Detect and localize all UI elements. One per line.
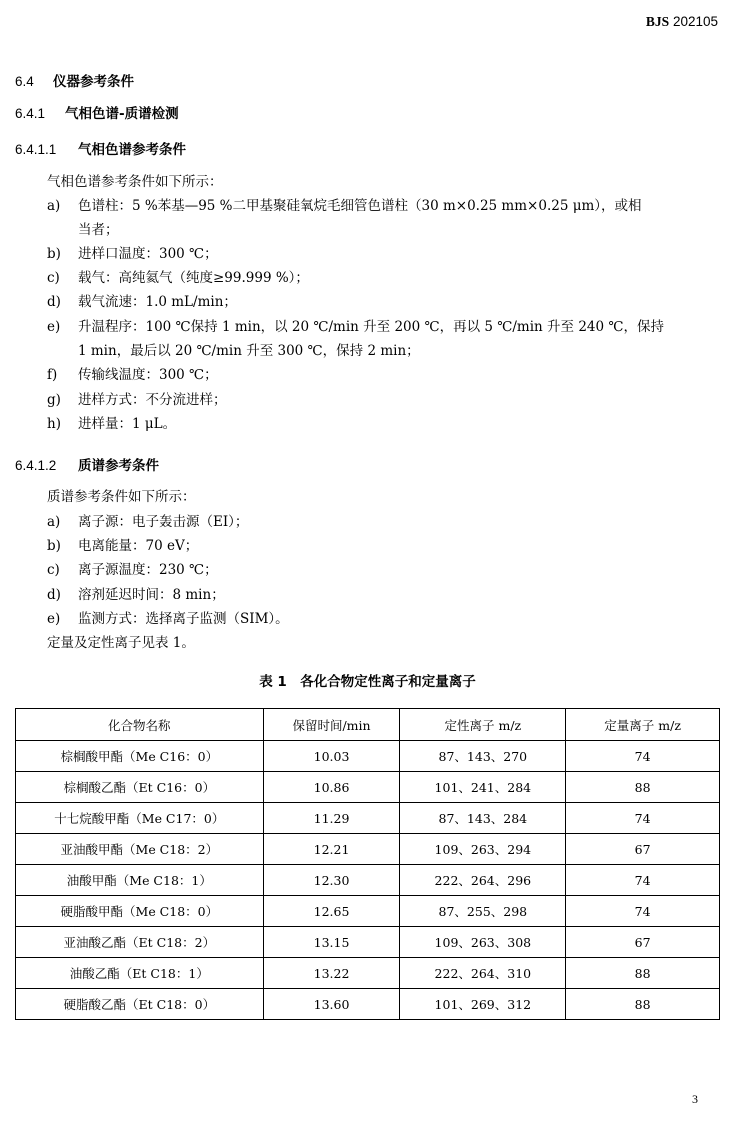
ms-item-c: [47, 560, 218, 580]
ms-note: 定量及定性离子见表 1。: [47, 635, 195, 651]
cell-retention-time: 12.65: [263, 896, 400, 927]
page-header: [646, 14, 718, 30]
section-heading-6-4: [15, 70, 134, 90]
cell-compound: 棕榈酸乙酯（Et C16：0）: [16, 772, 264, 803]
ms-item-e: [47, 609, 289, 629]
cell-quantifier-ion: 88: [566, 772, 720, 803]
cell-compound: 亚油酸甲酯（Me C18：2）: [16, 834, 264, 865]
cell-compound: 十七烷酸甲酯（Me C17：0）: [16, 803, 264, 834]
cell-qualifier-ions: 101、241、284: [400, 772, 566, 803]
list-marker: f): [47, 367, 58, 383]
cell-compound: 硬脂酸乙酯（Et C18：0）: [16, 989, 264, 1020]
section-number: 6.4: [15, 74, 34, 89]
table-header-row: [16, 709, 720, 741]
gc-item-d: [47, 292, 237, 312]
section-heading-6-4-1-2: [15, 454, 159, 474]
list-text: 色谱柱：5 %苯基—95 %二甲基聚硅氧烷毛细管色谱柱（30 m×0.25 mm×0.25 μm），或相: [78, 198, 642, 214]
list-text: 进样量：1 μL。: [78, 416, 177, 432]
header-quantifier-ion: 定量离子 m/z: [566, 709, 720, 741]
cell-quantifier-ion: 74: [566, 741, 720, 772]
table-row: [16, 741, 720, 772]
ion-table: [15, 708, 720, 1020]
cell-quantifier-ion: 88: [566, 958, 720, 989]
list-marker: e): [47, 319, 61, 335]
gc-item-e-continued: 1 min，最后以 20 ℃/min 升至 300 ℃，保持 2 min；: [78, 343, 420, 359]
list-text: 传输线温度：300 ℃；: [78, 367, 218, 383]
section-title: 气相色谱-质谱检测: [65, 106, 179, 122]
list-marker: g): [47, 392, 61, 408]
cell-quantifier-ion: 74: [566, 803, 720, 834]
header-retention-time: 保留时间/min: [263, 709, 400, 741]
gc-intro: 气相色谱参考条件如下所示：: [47, 174, 223, 190]
cell-compound: 油酸甲酯（Me C18：1）: [16, 865, 264, 896]
list-text: 溶剂延迟时间：8 min；: [78, 587, 225, 603]
section-title: 质谱参考条件: [78, 458, 159, 474]
cell-quantifier-ion: 67: [566, 927, 720, 958]
page-number: 3: [692, 1092, 698, 1106]
list-text: 进样方式：不分流进样；: [78, 392, 227, 408]
table-row: [16, 958, 720, 989]
cell-retention-time: 13.60: [263, 989, 400, 1020]
section-number: 6.4.1.2: [15, 458, 57, 473]
gc-item-a: [47, 196, 642, 216]
cell-retention-time: 12.30: [263, 865, 400, 896]
list-text: 离子源：电子轰击源（EI）；: [78, 514, 249, 530]
list-marker: b): [47, 246, 61, 262]
cell-retention-time: 10.86: [263, 772, 400, 803]
cell-quantifier-ion: 74: [566, 896, 720, 927]
ms-item-b: [47, 536, 198, 556]
table-row: [16, 834, 720, 865]
section-title: 气相色谱参考条件: [78, 142, 186, 158]
list-marker: d): [47, 587, 61, 603]
header-prefix: BJS: [645, 14, 670, 29]
list-text: 升温程序：100 ℃保持 1 min，以 20 ℃/min 升至 200 ℃，再以 5 ℃/min 升至 240 ℃，保持: [78, 319, 664, 335]
header-compound: 化合物名称: [16, 709, 264, 741]
list-text: 进样口温度：300 ℃；: [78, 246, 218, 262]
list-marker: b): [47, 538, 61, 554]
table-row: [16, 927, 720, 958]
gc-item-f: [47, 365, 218, 385]
gc-item-e: [47, 317, 664, 337]
section-heading-6-4-1: [15, 102, 179, 122]
ms-item-a: [47, 512, 248, 532]
table-row: [16, 989, 720, 1020]
cell-qualifier-ions: 109、263、308: [400, 927, 566, 958]
gc-item-c: [47, 268, 309, 288]
list-text: 监测方式：选择离子监测（SIM）。: [78, 611, 289, 627]
cell-qualifier-ions: 87、143、270: [400, 741, 566, 772]
section-number: 6.4.1.1: [15, 142, 57, 157]
cell-quantifier-ion: 88: [566, 989, 720, 1020]
list-text: 载气：高纯氦气（纯度≥99.999 %）；: [78, 270, 309, 286]
list-marker: h): [47, 416, 61, 432]
list-text: 电离能量：70 eV；: [78, 538, 199, 554]
table-row: [16, 772, 720, 803]
ms-intro: 质谱参考条件如下所示：: [47, 489, 196, 505]
cell-retention-time: 10.03: [263, 741, 400, 772]
cell-qualifier-ions: 222、264、296: [400, 865, 566, 896]
cell-qualifier-ions: 87、143、284: [400, 803, 566, 834]
table-caption: 表 1 各化合物定性离子和定量离子: [259, 674, 476, 690]
gc-item-b: [47, 244, 218, 264]
cell-compound: 亚油酸乙酯（Et C18：2）: [16, 927, 264, 958]
gc-item-h: [47, 414, 176, 434]
cell-retention-time: 11.29: [263, 803, 400, 834]
list-marker: e): [47, 611, 61, 627]
section-heading-6-4-1-1: [15, 138, 186, 158]
list-text: 离子源温度：230 ℃；: [78, 562, 218, 578]
section-number: 6.4.1: [15, 106, 46, 121]
header-qualifier-ions: 定性离子 m/z: [400, 709, 566, 741]
list-marker: a): [47, 198, 61, 214]
cell-compound: 硬脂酸甲酯（Me C18：0）: [16, 896, 264, 927]
gc-item-a-continued: 当者；: [78, 222, 119, 238]
table-row: [16, 896, 720, 927]
ms-item-d: [47, 585, 225, 605]
cell-qualifier-ions: 87、255、298: [400, 896, 566, 927]
cell-quantifier-ion: 67: [566, 834, 720, 865]
gc-item-g: [47, 390, 227, 410]
list-marker: d): [47, 294, 61, 310]
cell-retention-time: 13.15: [263, 927, 400, 958]
cell-retention-time: 12.21: [263, 834, 400, 865]
list-marker: c): [47, 270, 60, 286]
list-marker: a): [47, 514, 61, 530]
cell-compound: 棕榈酸甲酯（Me C16：0）: [16, 741, 264, 772]
cell-quantifier-ion: 74: [566, 865, 720, 896]
table-row: [16, 803, 720, 834]
list-text: 载气流速：1.0 mL/min；: [78, 294, 237, 310]
cell-retention-time: 13.22: [263, 958, 400, 989]
cell-qualifier-ions: 222、264、310: [400, 958, 566, 989]
section-title: 仪器参考条件: [53, 74, 134, 90]
table-row: [16, 865, 720, 896]
list-marker: c): [47, 562, 60, 578]
cell-compound: 油酸乙酯（Et C18：1）: [16, 958, 264, 989]
cell-qualifier-ions: 101、269、312: [400, 989, 566, 1020]
cell-qualifier-ions: 109、263、294: [400, 834, 566, 865]
header-code: 202105: [672, 14, 718, 29]
